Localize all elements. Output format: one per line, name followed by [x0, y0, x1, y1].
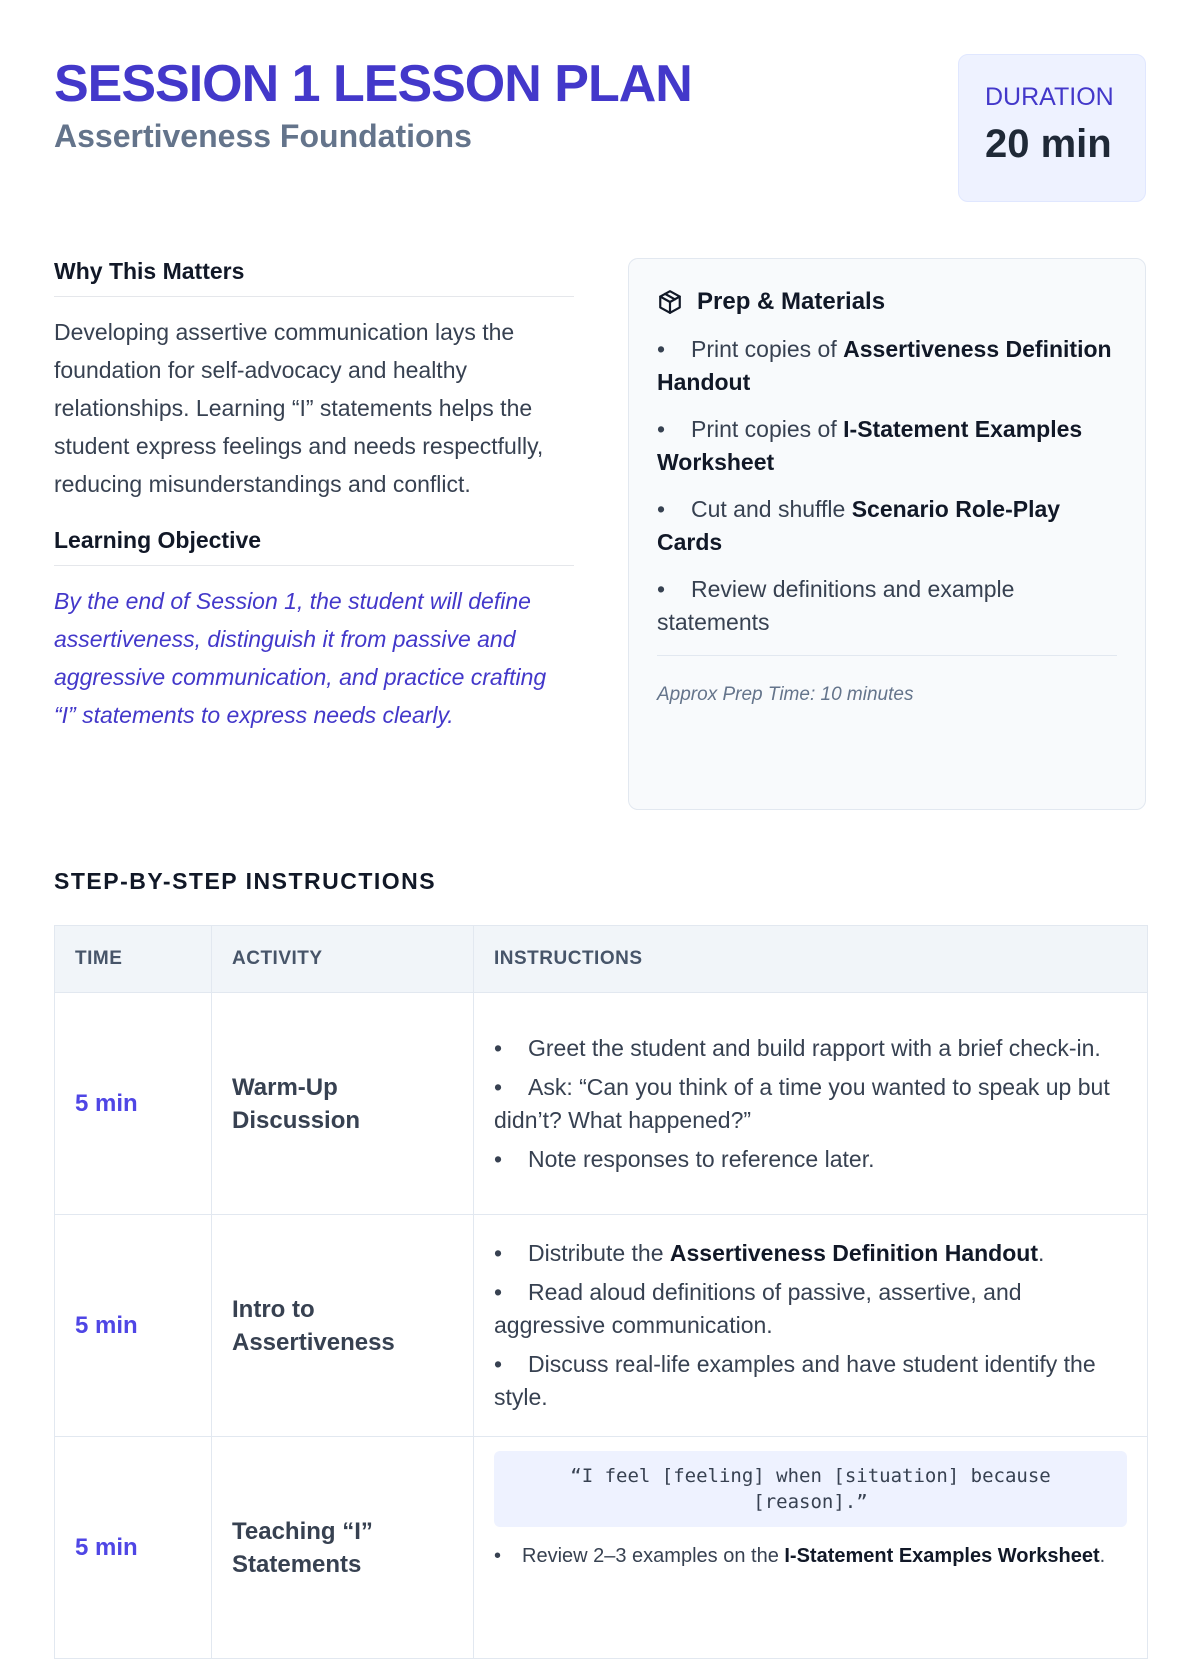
prep-divider — [657, 655, 1117, 656]
activity-cell: Intro to Assertiveness — [212, 1215, 474, 1437]
instructions-list — [494, 1032, 1127, 1176]
instruction-item — [494, 1032, 1127, 1065]
prep-list — [657, 333, 1117, 639]
item-bold-text: Assertiveness Definition Handout — [669, 1240, 1038, 1266]
item-text: Note responses to reference later. — [528, 1145, 875, 1172]
why-body: Developing assertive communication lays the foundation for self-advocacy and healthy relationships. Learning “I” statements helps the student express feelings and needs respectfully, reducing misunderstandings and conflict. — [54, 319, 544, 497]
duration-label: DURATION — [985, 83, 1114, 111]
bullet-icon: • — [494, 1240, 503, 1266]
item-text: Review 2–3 examples on the — [522, 1545, 785, 1567]
instruction-item — [494, 1276, 1127, 1342]
item-text: Distribute the — [528, 1240, 670, 1266]
table-row — [55, 1437, 1148, 1659]
column-header-time: TIME — [55, 926, 212, 993]
why-heading: Why This Matters — [54, 256, 574, 297]
item-bold-text: I-Statement Examples Worksheet — [657, 416, 1083, 475]
table-row — [55, 1215, 1148, 1437]
item-text: Ask: “Can you think of a time you wanted to speak up but didn’t? What happened?” — [494, 1073, 1110, 1133]
item-text: Print copies of — [691, 336, 844, 362]
prep-item — [657, 493, 1117, 559]
package-icon — [657, 289, 683, 315]
item-text: Review definitions and example statements — [657, 576, 1015, 635]
table-header-row — [55, 926, 1148, 993]
steps-table — [54, 925, 1148, 1659]
instructions-cell — [474, 993, 1148, 1215]
bullet-icon: • — [494, 1034, 503, 1061]
item-text: Discuss real-life examples and have student identify the style. — [494, 1351, 1096, 1410]
prep-title-row — [657, 287, 1117, 317]
bullet-icon: • — [494, 1545, 502, 1567]
column-header-activity: ACTIVITY — [212, 926, 474, 993]
item-text: Cut and shuffle — [691, 496, 852, 522]
page-title: SESSION 1 LESSON PLAN — [54, 55, 692, 113]
instruction-item — [494, 1543, 1127, 1569]
instructions-cell — [474, 1437, 1148, 1659]
bullet-icon: • — [657, 416, 666, 442]
item-bold-text: Scenario Role-Play Cards — [657, 496, 1061, 555]
column-header-instructions: INSTRUCTIONS — [474, 926, 1148, 993]
bullet-icon: • — [657, 336, 666, 362]
activity-cell: Teaching “I” Statements — [212, 1437, 474, 1659]
objective-body: By the end of Session 1, the student will define assertiveness, distinguish it from passive and aggressive communication, and practice crafting “I” statements to express needs clearly. — [54, 588, 547, 728]
i-statement-template: “I feel [feeling] when [situation] because [reason].” — [494, 1451, 1127, 1527]
item-text: Read aloud definitions of passive, assertive, and aggressive communication. — [494, 1279, 1022, 1338]
bullet-icon: • — [494, 1073, 503, 1100]
bullet-icon: • — [657, 496, 666, 522]
time-cell: 5 min — [55, 1215, 212, 1437]
item-text: . — [1037, 1240, 1045, 1266]
instruction-item — [494, 1237, 1127, 1270]
instruction-item — [494, 1348, 1127, 1414]
prep-materials-card — [628, 258, 1146, 810]
page-subtitle: Assertiveness Foundations — [54, 118, 472, 154]
prep-title: Prep & Materials — [697, 288, 886, 315]
item-text: . — [1099, 1545, 1106, 1567]
activity-cell: Warm-Up Discussion — [212, 993, 474, 1215]
left-column — [54, 256, 574, 734]
instructions-list — [494, 1237, 1127, 1414]
time-cell: 5 min — [55, 1437, 212, 1659]
prep-time: Approx Prep Time: 10 minutes — [657, 684, 914, 705]
table-row — [55, 993, 1148, 1215]
bullet-icon: • — [657, 576, 666, 602]
prep-item — [657, 333, 1117, 399]
prep-item — [657, 573, 1117, 639]
objective-heading: Learning Objective — [54, 525, 574, 566]
bullet-icon: • — [494, 1351, 503, 1377]
instructions-cell — [474, 1215, 1148, 1437]
item-text: Greet the student and build rapport with a brief check-in. — [528, 1034, 1101, 1061]
steps-heading: STEP-BY-STEP INSTRUCTIONS — [54, 868, 437, 894]
instruction-item — [494, 1071, 1127, 1137]
bullet-icon: • — [494, 1279, 503, 1305]
bullet-icon: • — [494, 1145, 503, 1172]
duration-card — [958, 54, 1146, 202]
instruction-item — [494, 1143, 1127, 1176]
item-bold-text: Assertiveness Definition Handout — [657, 336, 1112, 395]
prep-item — [657, 413, 1117, 479]
duration-value: 20 min — [985, 122, 1112, 166]
instructions-list — [494, 1543, 1127, 1569]
item-bold-text: I-Statement Examples Worksheet — [784, 1545, 1100, 1567]
item-text: Print copies of — [691, 416, 844, 442]
time-cell: 5 min — [55, 993, 212, 1215]
